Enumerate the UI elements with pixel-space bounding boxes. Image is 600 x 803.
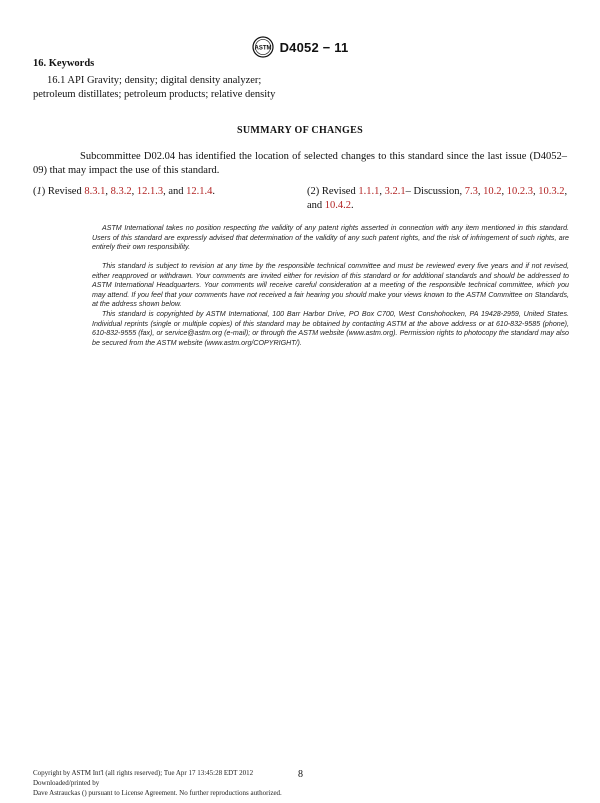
revision-lead: Revised	[321, 186, 356, 197]
footer-line: Dave Astrauckas () pursuant to License Agreement. No further reproductions authorized.	[33, 789, 282, 797]
section-link[interactable]: 10.2.3	[506, 186, 534, 197]
revision-number: 1	[36, 186, 42, 197]
section-link[interactable]: 8.3.1	[84, 186, 106, 197]
section-link[interactable]: 12.1.4	[186, 186, 213, 197]
section-link[interactable]: 12.1.3	[136, 186, 164, 197]
summary-of-changes-title: SUMMARY OF CHANGES	[237, 125, 363, 136]
revision-notice: This standard is subject to revision at any time by the responsible technical committee and must be reviewed every five years and if not revised, either reapproved or withdrawn. Your comments are invited either for revision of this standard or for additional standards and should be addressed to ASTM International Headquarters. Your comments will receive careful consideration at a meeting of the responsible technical committee, which you may attend. If you feel that your comments have not received a fair hearing you should make your views known to the ASTM Committee on Standards, at the address shown below.	[92, 262, 569, 309]
section-link[interactable]: 8.3.2	[110, 186, 132, 197]
section-link[interactable]: 7.3	[464, 186, 478, 197]
section-link[interactable]: 10.2	[483, 186, 502, 197]
download-footer	[33, 768, 353, 798]
document-id: D4052 − 11	[279, 39, 349, 55]
footer-line: Copyright by ASTM Int'l (all rights reserved); Tue Apr 17 13:45:28 EDT 2012	[33, 769, 254, 777]
revision-number: 2	[310, 186, 316, 197]
svg-text:ASTM: ASTM	[254, 45, 272, 52]
keywords-body: 16.1 API Gravity; density; digital density analyzer; petroleum distillates; petroleum products; relative density	[33, 75, 276, 100]
discussion-text: – Discussion,	[405, 186, 463, 197]
page-number: 8	[298, 769, 303, 780]
section-link[interactable]: 1.1.1	[358, 186, 380, 197]
revision-lead: Revised	[47, 186, 82, 197]
and-word: and	[168, 186, 184, 197]
patent-notice: ASTM International takes no position respecting the validity of any patent rights asserted in connection with any item mentioned in this standard. Users of this standard are expressly advised that determination of the validity of any such patent rights, and the risk of infringement of such rights, are entirely their own responsibility.	[92, 224, 569, 252]
keywords-heading: 16. Keywords	[33, 58, 95, 69]
copyright-notice: This standard is copyrighted by ASTM International, 100 Barr Harbor Drive, PO Box C700, West Conshohocken, PA 19428-2959, United States. Individual reprints (single or multiple copies) of this standard may be obtained by contacting ASTM at the above address or at 610-832-9585 (phone), 610-832-9555 (fax), or service@astm.org (e-mail); or through the ASTM website (www.astm.org). Permission rights to photocopy the standard may also be secured from the ASTM website (www.astm.org/COPYRIGHT/).	[92, 310, 569, 347]
revision-item-1: (1) Revised 8.3.1, 8.3.2, 12.1.3, and 12.1.4.	[33, 186, 215, 197]
section-link[interactable]: 10.4.2	[324, 200, 352, 211]
revision-item-2: (2) Revised 1.1.1, 3.2.1– Discussion, 7.3, 10.2, 10.2.3, 10.3.2, and 10.4.2.	[307, 186, 568, 211]
summary-of-changes-body: Subcommittee D02.04 has identified the location of selected changes to this standard since the last issue (D4052–09) that may impact the use of this standard.	[33, 151, 567, 176]
section-link[interactable]: 10.3.2	[538, 186, 565, 197]
astm-logo-icon	[252, 36, 274, 58]
section-link[interactable]: 3.2.1	[384, 186, 406, 197]
footer-line: Downloaded/printed by	[33, 779, 100, 787]
and-word: and	[307, 200, 323, 211]
